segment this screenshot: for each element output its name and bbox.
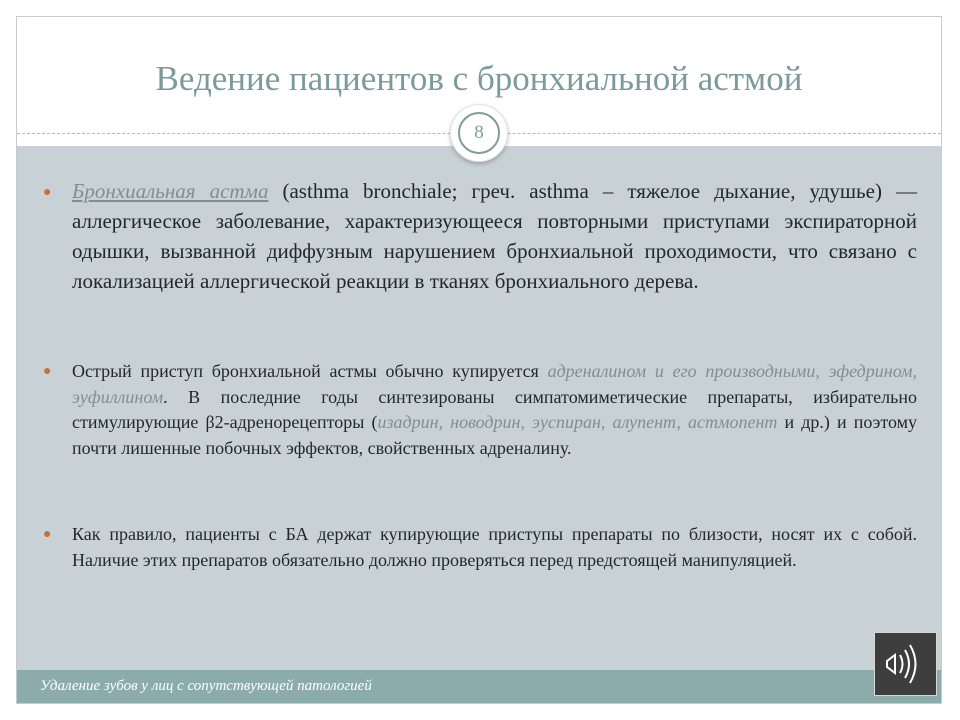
sound-button[interactable]	[874, 632, 937, 696]
drug-names: адреналином и его производными, эфедрином, эуфиллином	[72, 361, 917, 407]
footer-text: Удаление зубов у лиц с сопутствующей патологией	[40, 678, 372, 694]
sound-icon	[875, 633, 936, 695]
bullet-dot-icon: ●	[43, 527, 52, 542]
page-number: 8	[458, 112, 500, 154]
drug-names: изадрин, новодрин, эуспиран, алупент, астмопент	[377, 412, 778, 432]
bullet-dot-icon: ●	[43, 185, 52, 200]
bullet-text: . В последние годы синтезированы симпатомиметические препараты, избирательно стимулирующие β2-адренорецепторы (	[72, 386, 917, 432]
bullet-item-treatment	[43, 359, 917, 461]
bullet-text: Как правило, пациенты с БА держат купирующие приступы препараты по близости, носят их с собой. Наличие этих препаратов обязательно должно проверяться перед предстоящей манипуляцией.	[72, 524, 917, 570]
page-number-badge	[450, 104, 508, 162]
bullet-item-precaution	[43, 522, 917, 573]
slide-title: Ведение пациентов с бронхиальной астмой	[155, 59, 803, 98]
bullet-text: Острый приступ бронхиальной астмы обычно купируется	[72, 361, 548, 381]
bullet-text: и др.) и поэтому почти лишенные побочных эффектов, свойственных адреналину.	[72, 412, 917, 458]
bullet-dot-icon: ●	[43, 364, 52, 379]
bullet-text: (asthma bronchiale; греч. asthma – тяжелое дыхание, удушье) — аллергическое заболевание, характеризующееся повторными приступами экспираторной одышки, вызванной диффузным нарушением бронхиальной проходимости, что связано с локализацией аллергической реакции в тканях бронхиального дерева.	[72, 179, 917, 293]
term-link[interactable]: Бронхиальная астма	[72, 179, 269, 203]
bullet-item-definition	[43, 176, 917, 296]
